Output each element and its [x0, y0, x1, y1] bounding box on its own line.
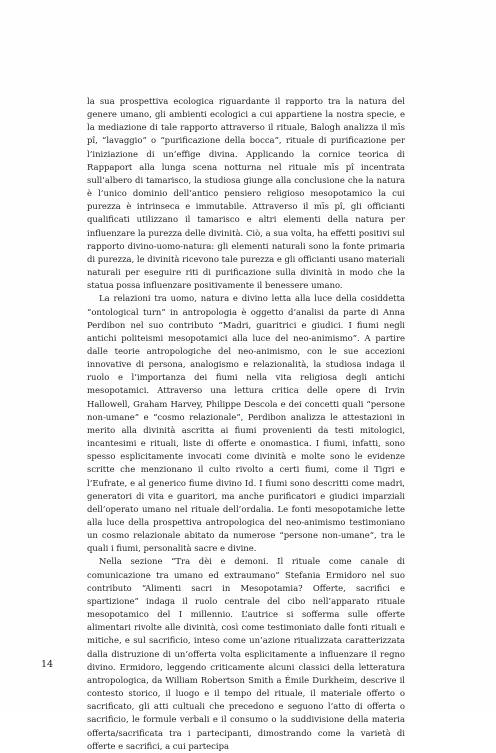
paragraph-2: La relazioni tra uomo, natura e divino letta alla luce della cosiddetta “ontological turn” in antropologia è oggetto d’analisi da parte di Anna Perdibon nel suo contributo “Madri, guaritrici e giudici. I fiumi negli antichi politeismi mesopotamici alla luce del neo-animismo”. A partire dalle teorie antropologiche del neo-animismo, con le sue accezioni innovative di persona, analogismo e relazionalità, la studiosa indaga il ruolo e l’importanza dei fiumi nella vita religiosa degli antichi mesopotamici. Attraverso una lettura critica delle opere di Irvin Hallowell, Graham Harvey, Philippe Descola e dei concetti quali “persone non-umane” e “cosmo relazionale”, Perdibon analizza le attestazioni in merito alla divinità ascritta ai fiumi provenienti da testi mitologici, incantesimi e rituali, liste di offerte e onomastica. I fiumi, infatti, sono spesso esplicitamente invocati come divinità e molte sono le evidenze scritte che menzionano il culto rivolto a certi fiumi, come il Tigri e l’Eufrate, e al generico fiume divino Id. I fiumi sono descritti come madri, generatori di vita e guaritori, ma anche purificatori e giudici imparziali dell’operato umano nel rituale dell’ordalia. Le fonti mesopotamiche lette alla luce della prospettiva antropologica del neo-animismo testimoniano un cosmo relazionale abitato da numerose “persone non-umane”, tra le quali i fiumi, personalità sacre e divine.	[87, 293, 405, 554]
paragraph-1: la sua prospettiva ecologica riguardante il rapporto tra la natura del genere umano, gli ambienti ecologici a cui appartiene la nostra specie, e la mediazione di tale rapporto attraverso il rituale, Balogh analizza il mīs pî, “lavaggio” o “purificazione della bocca”, rituale di purificazione per l’iniziazione di un’effige divina. Applicando la cornice teorica di Rappaport alla lunga scena notturna nel rituale mīs pî incentrata sull’albero di tamarisco, la studiosa giunge alla conclusione che la natura è l’unico dominio dell’antico pensiero religioso mesopotamico la cui purezza è intrinseca e immutabile. Attraverso il mīs pî, gli officianti qualificati utilizzano il tamarisco e altri elementi della natura per influenzare la purezza delle divinità. Ciò, a sua volta, ha effetti positivi sul rapporto divino-uomo-natura: gli elementi naturali sono la fonte primaria di purezza, le divinità ricevono tale purezza e gli officianti usano materiali naturali per eseguire riti di purificazione sulla divinità in modo che la statua possa influenzare positivamente il benessere umano.	[87, 96, 406, 291]
page-number: 14	[41, 659, 54, 670]
body-text	[87, 95, 405, 753]
paragraph-3: Nella sezione “Tra dèi e demoni. Il rituale come canale di comunicazione tra umano ed extraumano” Stefania Ermidoro nel suo contributo “Alimenti sacri in Mesopotamia? Offerte, sacrifici e spartizione” indaga il ruolo centrale del cibo nell’apparato rituale mesopotamico del I millennio. L’autrice si sofferma sulle offerte alimentari rivolte alle divinità, così come testimoniato dalle fonti rituali e mitiche, e sul sacrificio, inteso come un’azione ritualizzata caratterizzata dalla distruzione di un’offerta volta esplicitamente a influenzare il regno divino. Ermidoro, leggendo criticamente alcuni classici della letteratura antropologica, da William Robertson Smith a Émile Durkheim, descrive il contesto storico, il luogo e il tempo del rituale, il materiale offerto o sacrificato, gli atti cultuali che precedono e seguono l’atto di offerta o sacrificio, le formule verbali e il consumo o la suddivisione della materia offerta/sacrificata tra i partecipanti, dimostrando come la varietà di offerte e sacrifici, a cui partecipa	[87, 556, 405, 751]
